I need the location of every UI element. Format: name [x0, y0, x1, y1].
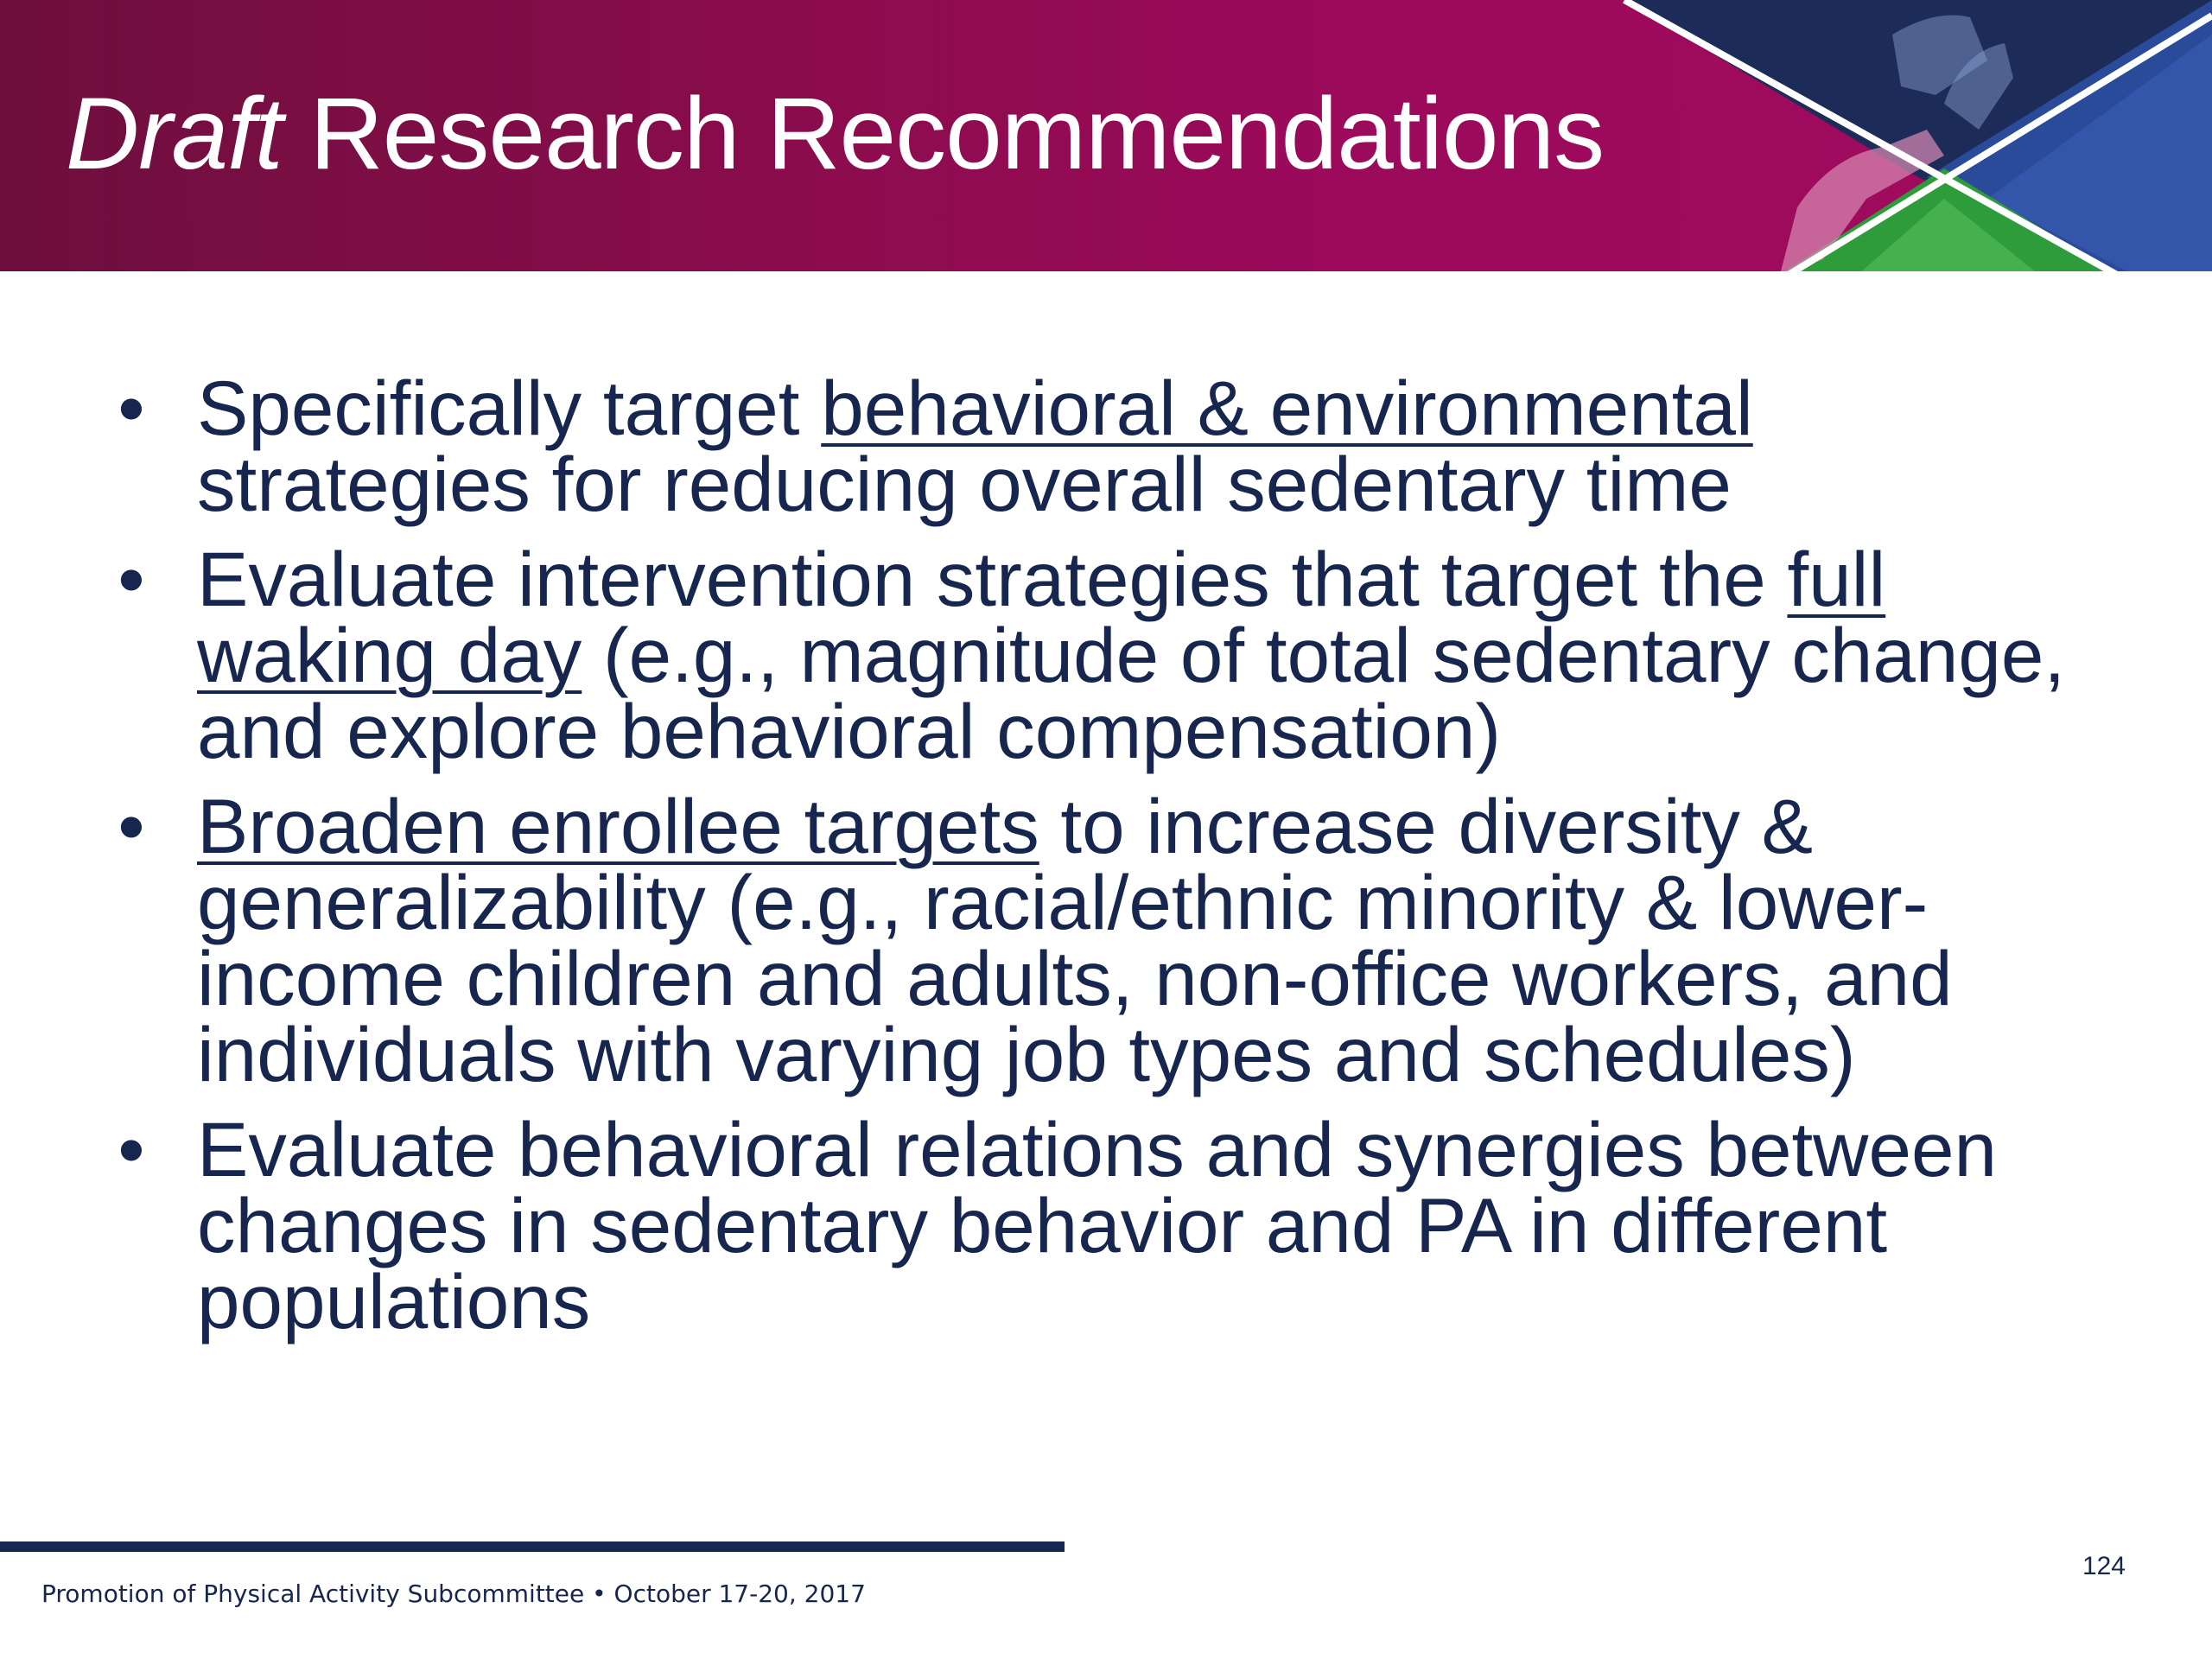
- bullet-text: to increase diversity & generalizability (e.g., racial/ethnic minority & lower-income children and adults, non-office workers, and individuals with varying job types and schedules): [197, 783, 1953, 1097]
- bullet-marker: •: [118, 365, 145, 451]
- title-emphasis: Draft: [66, 77, 283, 191]
- bullet-marker: •: [118, 783, 145, 869]
- bullet-item: [114, 783, 2101, 1097]
- bullet-text: (e.g., magnitude of total sedentary change, and explore behavioral compensation): [197, 612, 2066, 774]
- footer-text: Promotion of Physical Activity Subcommittee • October 17-20, 2017: [41, 1580, 866, 1608]
- bullet-text: Specifically target: [197, 365, 822, 451]
- title-text: Research Recommendations: [309, 77, 1605, 191]
- bullet-item: [114, 536, 2101, 774]
- bullet-text: strategies for reducing overall sedentary time: [197, 441, 1732, 527]
- bullet-list: [114, 365, 2101, 1358]
- bullet-emphasis: behavioral & environmental: [821, 365, 1753, 451]
- bullet-marker: •: [118, 536, 145, 622]
- bullet-text: Evaluate behavioral relations and synergies between changes in sedentary behavior and PA in different populations: [197, 1106, 1997, 1344]
- bullet-item: [114, 365, 2101, 527]
- page-number: 124: [2082, 1552, 2126, 1580]
- slide-title: [66, 77, 1605, 191]
- slide-header: [0, 0, 2212, 275]
- bullet-emphasis: Broaden enrollee targets: [197, 783, 1039, 869]
- footer-divider: [0, 1541, 1065, 1552]
- bullet-emphasis: full waking day: [197, 536, 1886, 698]
- bullet-item: [114, 1106, 2101, 1344]
- bullet-marker: •: [118, 1106, 145, 1192]
- bullet-text: Evaluate intervention strategies that target the: [197, 536, 1788, 622]
